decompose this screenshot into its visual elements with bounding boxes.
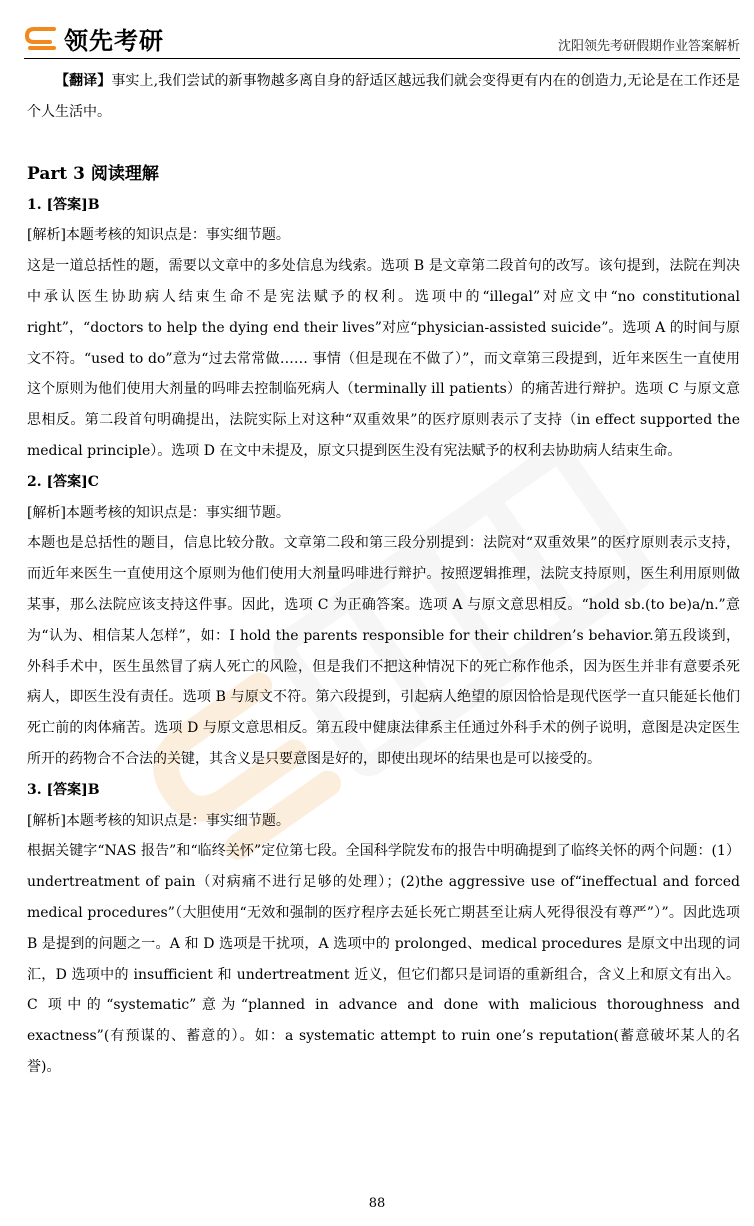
page-number: 88 [368,1196,386,1211]
section-title: Part 3 阅读理解 [27,163,159,184]
translation-text: 事实上,我们尝试的新事物越多离自身的舒适区越远我们就会变得更有内在的创造力,无论是在工作还是个人生活中。 [27,73,741,120]
question-1-body: 这是一道总括性的题，需要以文章中的多处信息为线索。选项 B 是文章第二段首句的改写。该句提到，法院在判决中承认医生协助病人结束生命不是宪法赋予的权利。选项中的“illegal”对应文中“no constitutional right”，“doctors to help the dying end their lives”对应“physician-assisted suicide”。选项 A 的时间与原文不符。“used to do”意为“过去常常做…… 事情（但是现在不做了）”，而文章第三段提到，近年来医生一直使用这个原则为他们使用大剂量的吗啡去控制临死病人（terminally ill patients）的痛苦进行辩护。选项 C 与原文意思相反。第二段首句明确提出，法院实际上对这种“双重效果”的医疗原则表示了支持（in effect supported the medical principle）。选项 D 在文中未提及，原文只提到医生没有宪法赋予的权利去协助病人结束生命。 [27,258,740,459]
logo-mark-icon [24,23,60,53]
question-1-analysis-label: [解析]本题考核的知识点是：事实细节题。 [27,227,290,244]
question-3-body: 根据关键字“NAS 报告”和“临终关怀”定位第七段。全国科学院发布的报告中明确提到了临终关怀的两个问题：(1）undertreatment of pain（对病痛不进行足够的处理）；(2)the aggressive use of“ineffectual and forced medical procedures”（大胆使用“无效和强制的医疗程序去延长死亡期甚至让病人死得很没有尊严”）”。因此选项 B 是提到的问题之一。A 和 D 选项是干扰项，A 选项中的 prolonged、medical procedures 是原文中出现的词汇，D 选项中的 insufficient 和 undertreatment 近义，但它们都只是词语的重新组合，含义上和原文有出入。 C 项中的“systematic”意为“planned in advance and done with malicious thoroughness and exactness”(有预谋的、蓄意的）。如：a systematic attempt to ruin one’s reputation(蓄意破坏某人的名誉)。 [27,843,740,1075]
question-3-analysis-label: [解析]本题考核的知识点是：事实细节题。 [27,812,290,829]
translation-label: 【翻译】 [55,73,112,89]
question-2-body: 本题也是总括性的题目，信息比较分散。文章第二段和第三段分别提到：法院对“双重效果”的医疗原则表示支持，而近年来医生一直使用这个原则为他们使用大剂量吗啡进行辩护。按照逻辑推理，法院支持原则，医生利用原则做某事，那么法院应该支持这件事。因此，选项 C 为正确答案。选项 A 与原文意思相反。“hold sb.(to be)a/n.”意为“认为、相信某人怎样”，如：I hold the parents responsible for their children’s behavior.第五段谈到，外科手术中，医生虽然冒了病人死亡的风险，但是我们不把这种情况下的死亡称作他杀，因为医生并非有意要杀死病人，即医生没有责任。选项 B 与原文不符。第六段提到，引起病人绝望的原因恰恰是现代医学一直只能延长他们死亡前的肉体痛苦。选项 D 与原文意思相反。第五段中健康法律系主任通过外科手术的例子说明，意图是决定医生所开的药物合不合法的关键，其含义是只要意图是好的，即使出现坏的结果也是可以接受的。 [27,535,740,767]
question-3-heading: 3. [答案]B [27,781,100,798]
question-1-heading: 1. [答案]B [27,196,100,213]
header-title: 沈阳领先考研假期作业答案解析 [557,39,740,54]
page-header [24,20,740,59]
logo-text: 领先考研 [64,26,164,55]
translation-paragraph [27,66,740,128]
question-2-analysis-label: [解析]本题考核的知识点是：事实细节题。 [27,504,290,521]
logo [24,22,164,54]
document-body [27,66,740,1083]
question-2-heading: 2. [答案]C [27,473,99,490]
